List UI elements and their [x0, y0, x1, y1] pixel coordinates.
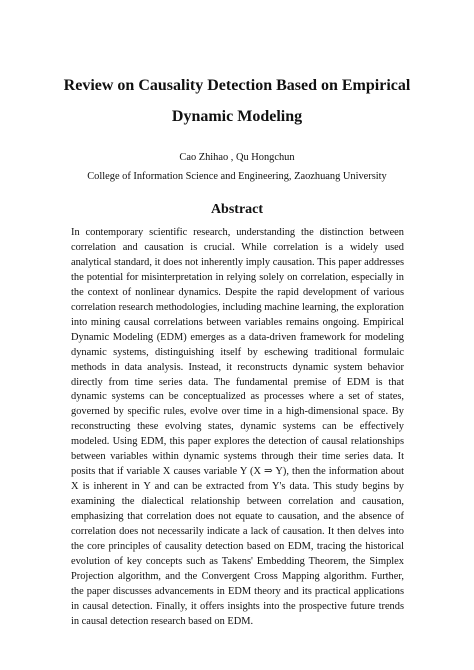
- abstract-body: In contemporary scientific research, understanding the distinction between correlation and causation is crucial. While correlation is a widely used analytical standard, it does not inherently imply causation. This paper addresses the potential for misinterpretation in relying solely on correlation, especially in the context of nonlinear dynamics. Despite the rapid development of various correlation research methodologies, including machine learning, the exploration into mining causal correlations between variables remains ongoing. Empirical Dynamic Modeling (EDM) emerges as a data-driven framework for modeling dynamic systems, distinguishing itself by eschewing traditional formulaic methods in data analysis. Instead, it reconstructs dynamic system behavior directly from time series data. The fundamental premise of EDM is that dynamic systems can be conceptualized as processes where a set of states, governed by specific rules, evolve over time in a high-dimensional space. By reconstructing these evolving states, dynamic systems can be effectively modeled. Using EDM, this paper explores the detection of causal relationships between variables within dynamic systems through their time series data. It posits that if variable X causes variable Y (X ⇒ Y), then the information about X is inherent in Y and can be extracted from Y's data. This study begins by examining the dialectical relationship between correlation and causation, emphasizing that correlation does not equate to causation, and the absence of correlation does not necessarily indicate a lack of causation. It then delves into the core principles of causality detection based on EDM, tracing the historical evolution of key concepts such as Takens' Embedding Theorem, the Simplex Projection algorithm, and the Convergent Cross Mapping algorithm. Further, the paper discusses advancements in EDM theory and its practical applications in causal detection. Finally, it offers insights into the prospective future trends in causal detection research based on EDM.: [71, 227, 404, 627]
- paper-authors: Cao Zhihao , Qu Hongchun: [179, 152, 295, 163]
- paper-affiliation: College of Information Science and Engineering, Zaozhuang University: [87, 171, 387, 182]
- paper-title-line-1: Review on Causality Detection Based on Empirical: [63, 77, 411, 94]
- abstract-heading: Abstract: [210, 202, 264, 217]
- paper-title-line-2: Dynamic Modeling: [171, 108, 303, 125]
